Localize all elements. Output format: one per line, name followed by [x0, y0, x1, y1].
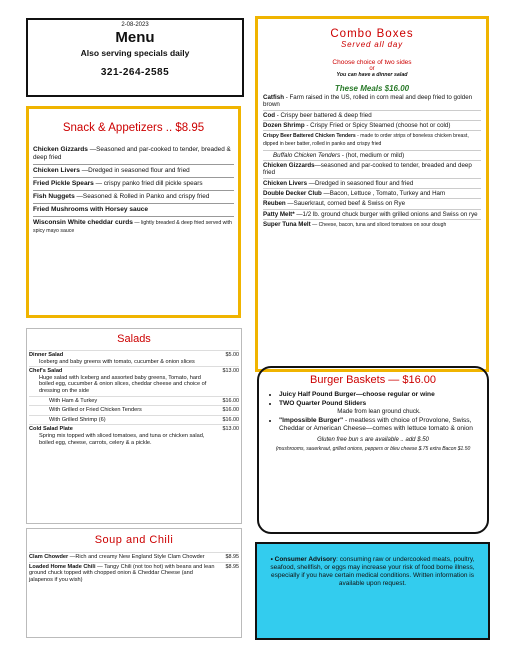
consumer-advisory: [255, 542, 490, 640]
soup-title: Soup and Chili: [94, 534, 174, 546]
salads-title: Salads: [117, 333, 151, 345]
combo-item: Buffalo Chicken Tenders - (hot, medium or mild): [263, 151, 481, 161]
salad-row: Dinner Salad Iceberg and baby greens with tomato, cucumber & onion slices $5.00: [29, 352, 239, 365]
combo-item: Cod - Crispy beer battered & deep fried: [263, 111, 481, 121]
burger-title: Burger Baskets — $16.00: [310, 374, 436, 386]
salad-addon-row: With Ham & Turkey $16.00: [29, 396, 239, 406]
snack-item: Fried Mushrooms with Horsey sauce: [33, 204, 234, 217]
combo-item: Chicken Gizzards—seasoned and par-cooked to tender, breaded and deep fried: [263, 161, 481, 179]
sliders-note: Made from lean ground chuck.: [337, 408, 421, 415]
combo-item: Catfish - Farm raised in the US, rolled in corn meal and deep fried to golden brown: [263, 93, 481, 111]
burger-item: • Juicy Half Pound Burger—choose regular or wine: [279, 391, 479, 399]
soup-row: Loaded Home Made Chili — Tangy Chili (not too hot) with beans and lean ground chuck topped with chopped onion & Cheddar Cheese (and jalapenos if you wish) $8.95: [29, 563, 239, 583]
salad-addon-row: With Grilled or Fried Chicken Tenders $16.00: [29, 405, 239, 415]
soup-chili-section: [26, 528, 242, 638]
combo-dinner: You can have a dinner salad: [336, 72, 408, 78]
advisory-text: : consuming raw or undercooked meats, poultry, seafood, shellfish, or eggs may increase your risk of food borne illness, especially if you have certain medical conditions. Written information is available upon request.: [270, 556, 475, 587]
soup-row: Clam Chowder —Rich and creamy New England Style Clam Chowder $8.95: [29, 554, 239, 560]
snack-item: Fish Nuggets —Seasoned & Rolled in Panko and crispy fried: [33, 191, 234, 204]
salad-price: $5.00: [225, 352, 239, 358]
salads-section: [26, 328, 242, 524]
combo-meals-price: These Meals $16.00: [334, 84, 410, 93]
combo-boxes-section: [255, 16, 489, 372]
combo-item: Reuben —Sauerkraut, corned beef & Swiss on Rye: [263, 199, 481, 209]
salad-price: $13.00: [222, 368, 239, 375]
combo-or: or: [369, 66, 375, 72]
snack-item: Wisconsin White cheddar curds — lightly breaded & deep fried served with spicy mayo sauce: [33, 219, 232, 234]
combo-choose: Choose choice of two sides: [332, 59, 412, 66]
burger-item: • TWO Quarter Pound Sliders Made from lean ground chuck.: [279, 400, 479, 416]
combo-item: Patty Melt* —1/2 lb. ground chuck burger with grilled onions and Swiss on rye: [263, 210, 481, 220]
menu-title: Menu: [115, 29, 155, 46]
gluten-free-note: Gluten free bun s are available .. add $.50: [317, 437, 429, 443]
snack-item: Chicken Gizzards —Seasoned and par-cooked to tender, breaded & deep fried: [33, 144, 234, 165]
snack-title: Snack & Appetizers .. $8.95: [62, 122, 205, 134]
phone-number: 321-264-2585: [100, 67, 170, 78]
advisory-label: • Consumer Advisory: [270, 556, 337, 563]
snack-item: Chicken Livers —Dredged in seasoned flour and fried: [33, 165, 234, 178]
combo-served: Served all day: [341, 40, 403, 49]
snack-item: Fried Pickle Spears — crispy panko fried dill pickle spears: [33, 178, 234, 191]
combo-item: Double Decker Club —Bacon, Lettuce , Tomato, Turkey and Ham: [263, 189, 481, 199]
menu-date: 2-08-2023: [121, 22, 149, 28]
snack-appetizers-section: [26, 106, 241, 318]
combo-item: Dozen Shrimp - Crispy Fried or Spicy Steamed (choose hot or cold): [263, 121, 481, 131]
extras-note: (mushrooms, sauerkraut, grilled onions, peppers or bleu cheese $.75 extra Bacon $1.50: [275, 446, 471, 452]
salad-row: Chef's Salad Huge salad with Iceberg and assorted baby greens, Tomato, hard boiled egg, cucumber & onion slices, cheddar cheese and choice of dressing on the side $13.00: [29, 368, 239, 394]
menu-header: [26, 18, 244, 97]
combo-item: Crispy Beer Battered Chicken Tenders - made to order strips of boneless chicken breast, dipped in beer batter, rolled in panko and crispy fried: [263, 131, 481, 151]
burger-item: • "Impossible Burger" - meatless with choice of Provolone, Swiss, Cheddar or American Cheese—comes with lettuce tomato & onion: [279, 417, 479, 433]
combo-item: Chicken Livers —Dredged in seasoned flour and fried: [263, 179, 481, 189]
combo-item: Super Tuna Melt — Cheese, bacon, tuna and sliced tomatoes on sour dough: [263, 220, 447, 228]
combo-title: Combo Boxes: [330, 28, 414, 40]
menu-subtitle: Also serving specials daily: [80, 48, 190, 58]
salad-addon-row: With Grilled Shrimp (6) $16.00: [29, 415, 239, 425]
salad-row: Cold Salad Plate Spring mix topped with sliced tomatoes, and tuna or chicken salad, boiled egg, cheese, carrots, celery & a pickle. $13.00: [29, 426, 239, 446]
burger-baskets-section: [257, 366, 489, 534]
